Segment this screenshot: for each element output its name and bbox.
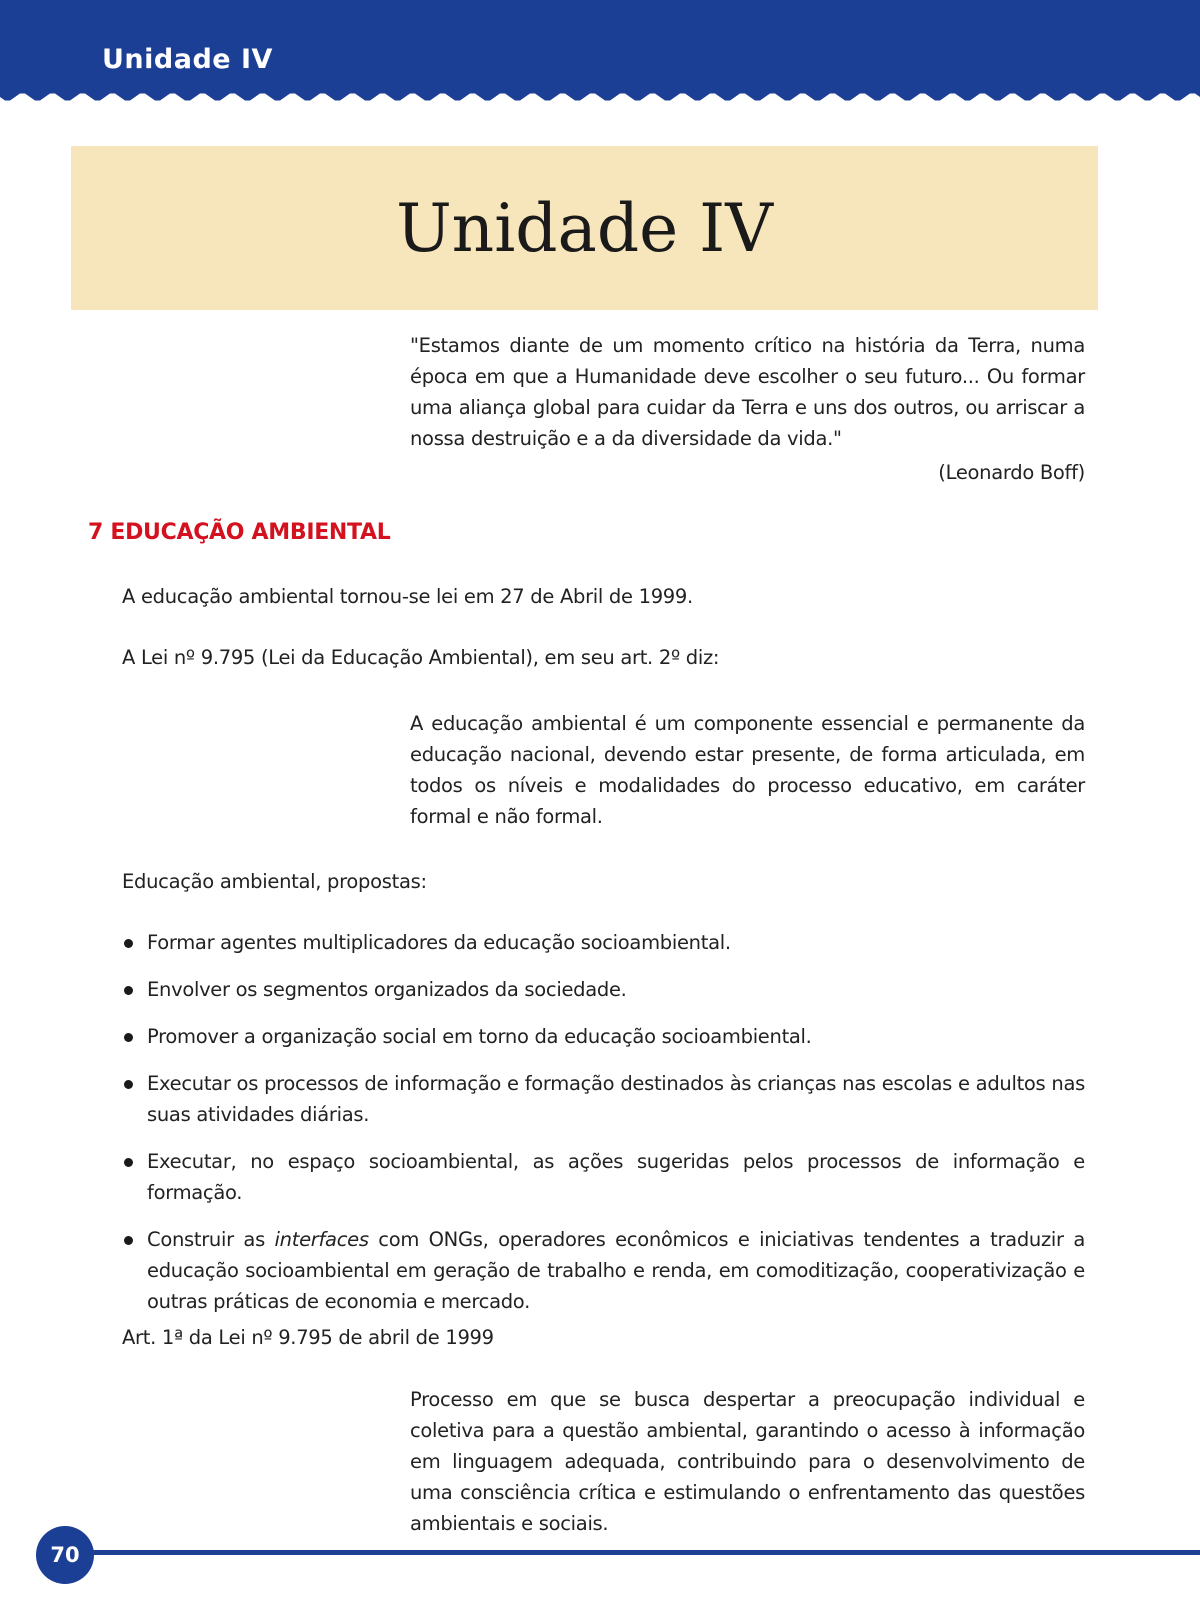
footer-rule <box>60 1550 1200 1555</box>
list-item-text-after: com ONGs, operadores econômicos e iniciativas tendentes a traduzir a educação socioambiental em geração de trabalho e renda, em comoditização, cooperativização e outras práticas de economia e mercado. <box>147 1228 1085 1313</box>
unit-title: Unidade IV <box>396 190 773 267</box>
law-citation-block: A educação ambiental é um componente essencial e permanente da educação nacional, devendo estar presente, de forma articulada, em todos os níveis e modalidades do processo educativo, em caráter formal e não formal. <box>410 712 1085 828</box>
article-citation-block: Processo em que se busca despertar a preocupação individual e coletiva para a questão ambiental, garantindo o acesso à informação em linguagem adequada, contribuindo para o desenvolvimento de uma consciência crítica e estimulando o enfrentamento das questões ambientais e sociais. <box>410 1388 1085 1535</box>
proposals-list <box>122 927 1085 1333</box>
list-item <box>122 1021 1085 1052</box>
list-item-text-before: Construir as <box>147 1228 275 1251</box>
page-number-badge <box>36 1526 94 1584</box>
list-item-text: Formar agentes multiplicadores da educação socioambiental. <box>147 931 731 954</box>
intro-paragraph: A educação ambiental tornou-se lei em 27 de Abril de 1999. <box>122 585 693 608</box>
bullet-icon <box>124 986 133 995</box>
list-item <box>122 1224 1085 1317</box>
list-item <box>122 1146 1085 1208</box>
list-item <box>122 974 1085 1005</box>
header-unit-label: Unidade IV <box>102 44 273 75</box>
header-band <box>0 0 1200 108</box>
epigraph-quote: "Estamos diante de um momento crítico na história da Terra, numa época em que a Humanidade deve escolher o seu futuro... Ou formar uma aliança global para cuidar da Terra e uns dos outros, ou arriscar a nossa destruição e a da diversidade da vida." <box>410 334 1085 450</box>
bullet-icon <box>124 1033 133 1042</box>
list-item-text: Executar, no espaço socioambiental, as ações sugeridas pelos processos de informação e formação. <box>147 1150 1085 1204</box>
epigraph-author: (Leonardo Boff) <box>938 461 1085 484</box>
article-reference-paragraph: Art. 1ª da Lei nº 9.795 de abril de 1999 <box>122 1326 494 1349</box>
bullet-icon <box>124 1080 133 1089</box>
list-item-text: Executar os processos de informação e formação destinados às crianças nas escolas e adultos nas suas atividades diárias. <box>147 1072 1085 1126</box>
list-item <box>122 927 1085 958</box>
list-item-text: Envolver os segmentos organizados da sociedade. <box>147 978 627 1001</box>
bullet-icon <box>124 939 133 948</box>
bullet-icon <box>124 1158 133 1167</box>
header-wave-decoration <box>0 88 1200 110</box>
list-item-italic-term: interfaces <box>274 1228 369 1251</box>
proposals-intro: Educação ambiental, propostas: <box>122 870 427 893</box>
page-number: 70 <box>50 1543 80 1567</box>
list-item-text: Promover a organização social em torno da educação socioambiental. <box>147 1025 812 1048</box>
section-heading: 7 EDUCAÇÃO AMBIENTAL <box>88 520 391 545</box>
bullet-icon <box>124 1236 133 1245</box>
unit-title-box <box>71 146 1098 310</box>
list-item <box>122 1068 1085 1130</box>
law-reference-paragraph: A Lei nº 9.795 (Lei da Educação Ambiental), em seu art. 2º diz: <box>122 646 720 669</box>
